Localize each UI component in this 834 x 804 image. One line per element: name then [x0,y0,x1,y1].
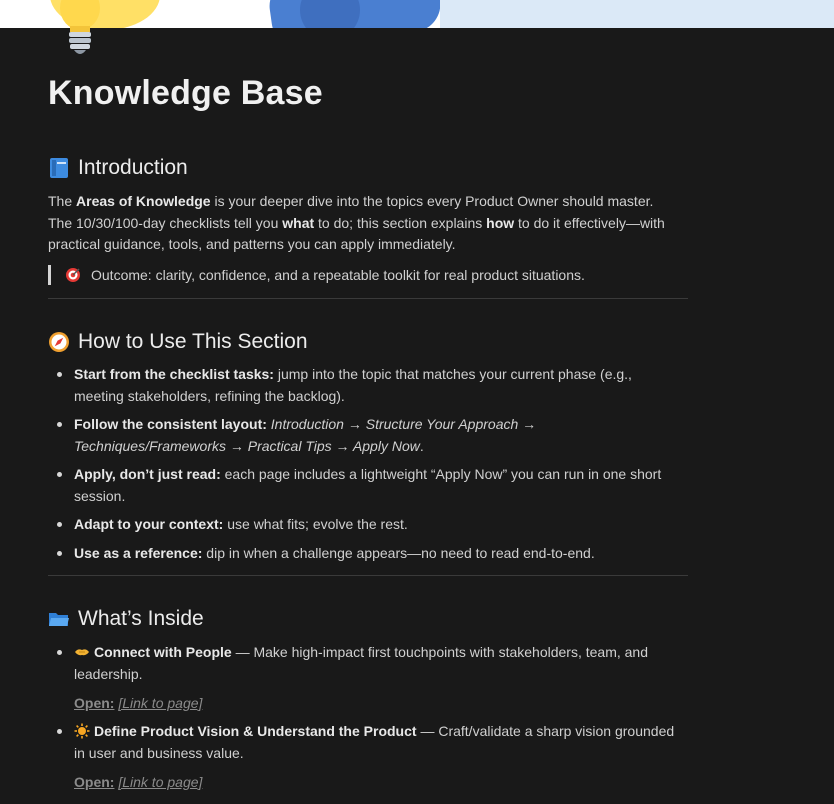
open-folder-icon [48,608,70,630]
intro-section [48,156,688,285]
page-title: Knowledge Base [48,74,323,112]
list-item: Connect with People — Make high-impact first touchpoints with stakeholders, team, and leadership. [48,642,688,685]
inside-list-2 [48,721,688,764]
inside-list [48,642,688,685]
inside-heading: What’s Inside [48,607,688,631]
handshake-icon [74,644,90,660]
compass-icon [48,331,70,353]
cover-sky [440,0,834,28]
lightbulb-icon[interactable] [56,0,104,60]
list-item: Use as a reference: dip in when a challenge appears—no need to read end-to-end. [48,543,688,565]
list-item: Apply, don’t just read: each page includes a lightweight “Apply Now” you can run in one short session. [48,464,688,507]
open-link-row: Open: [Link to page] [74,695,203,711]
inside-section [48,607,688,792]
list-item: Follow the consistent layout: Introduction → Structure Your Approach → Techniques/Frameworks → Practical Tips → Apply Now. [48,414,688,457]
link-to-page[interactable]: [Link to page] [118,774,203,790]
list-item: Start from the checklist tasks: jump into the topic that matches your current phase (e.g., meeting stakeholders, refining the backlog). [48,364,688,407]
blue-book-icon [48,157,70,179]
target-icon [65,267,81,283]
sun-icon [74,723,90,739]
outcome-callout: Outcome: clarity, confidence, and a repeatable toolkit for real product situations. [48,265,688,285]
howto-section [48,330,688,564]
link-to-page[interactable]: [Link to page] [118,695,203,711]
howto-heading: How to Use This Section [48,330,688,354]
open-link-row: Open: [Link to page] [74,774,203,790]
howto-list [48,364,688,564]
cover-image [0,0,834,28]
list-item: Define Product Vision & Understand the Product — Craft/validate a sharp vision grounded in user and business value. [48,721,688,764]
divider [48,575,688,576]
divider [48,298,688,299]
cover-figure-shadow [300,0,360,28]
list-item: Adapt to your context: use what fits; evolve the rest. [48,514,688,536]
intro-paragraph: The Areas of Knowledge is your deeper dive into the topics every Product Owner should master. The 10/30/100-day checklists tell you what to do; this section explains how to do it effectively—with practical guidance, tools, and patterns you can apply immediately. [48,193,665,252]
intro-heading: Introduction [48,156,688,180]
